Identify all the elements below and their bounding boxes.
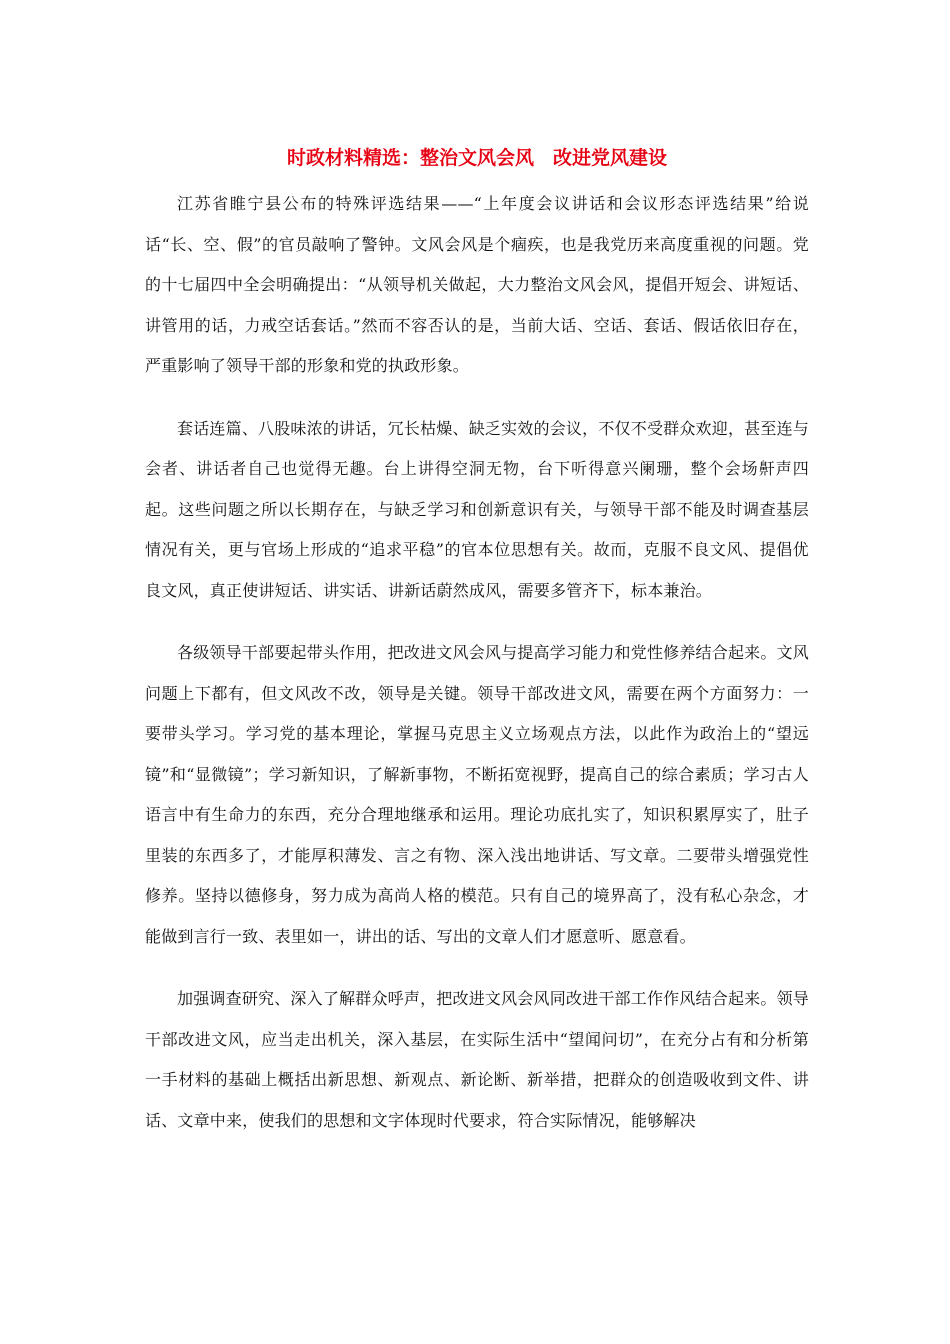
document-page <box>145 138 809 1163</box>
paragraph-3: 各级领导干部要起带头作用，把改进文风会风与提高学习能力和党性修养结合起来。文风问题上下都有，但文风改不改，领导是关键。领导干部改进文风，需要在两个方面努力：一要带头学习。学习党的基本理论，掌握马克思主义立场观点方法，以此作为政治上的“望远镜”和“显微镜”；学习新知识，了解新事物，不断拓宽视野，提高自己的综合素质；学习古人语言中有生命力的东西，充分合理地继承和运用。理论功底扎实了，知识积累厚实了，肚子里装的东西多了，才能厚积薄发、言之有物、深入浅出地讲话、写文章。二要带头增强党性修养。坚持以德修身，努力成为高尚人格的模范。只有自己的境界高了，没有私心杂念，才能做到言行一致、表里如一，讲出的话、写出的文章人们才愿意听、愿意看。 <box>145 643 809 946</box>
paragraph-1: 江苏省睢宁县公布的特殊评选结果——“上年度会议讲话和会议形态评选结果”给说话“长、空、假”的官员敲响了警钟。文风会风是个痼疾，也是我党历来高度重视的问题。党的十七届四中全会明确提出：“从领导机关做起，大力整治文风会风，提倡开短会、讲短话、讲管用的话，力戒空话套话。”然而不容否认的是，当前大话、空话、套话、假话依旧存在，严重影响了领导干部的形象和党的执政形象。 <box>145 194 809 375</box>
paragraph-2: 套话连篇、八股味浓的讲话，冗长枯燥、缺乏实效的会议，不仅不受群众欢迎，甚至连与会者、讲话者自己也觉得无趣。台上讲得空洞无物，台下听得意兴阑珊，整个会场鼾声四起。这些问题之所以长期存在，与缺乏学习和创新意识有关，与领导干部不能及时调查基层情况有关，更与官场上形成的“追求平稳”的官本位思想有关。故而，克服不良文风、提倡优良文风，真正使讲短话、讲实话、讲新话蔚然成风，需要多管齐下，标本兼治。 <box>145 418 809 600</box>
paragraph-4: 加强调查研究、深入了解群众呼声，把改进文风会风同改进干部工作作风结合起来。领导干部改进文风，应当走出机关，深入基层，在实际生活中“望闻问切”，在充分占有和分析第一手材料的基础上概括出新思想、新观点、新论断、新举措，把群众的创造吸收到文件、讲话、文章中来，使我们的思想和文字体现时代要求，符合实际情况，能够解决 <box>145 989 809 1130</box>
document-title: 时政材料精选：整治文风会风 改进党风建设 <box>286 147 667 169</box>
